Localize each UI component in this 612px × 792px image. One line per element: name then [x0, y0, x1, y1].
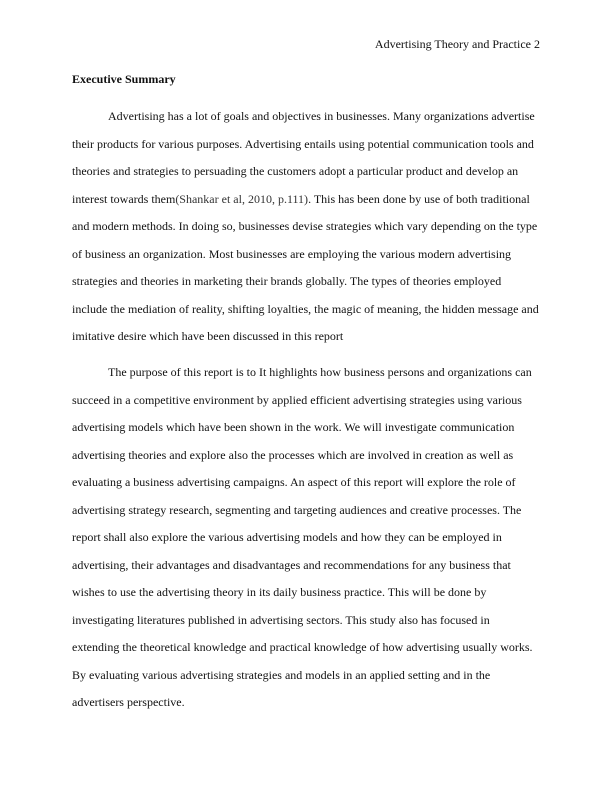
running-head: Advertising Theory and Practice 2 — [374, 37, 540, 51]
paragraph-line: include the mediation of reality, shifting loyalties, the magic of meaning, the hidden message and — [72, 301, 539, 316]
paragraph-line: advertising theories and explore also the processes which are involved in creation as well as — [72, 447, 514, 462]
paragraph-line: advertising, their advantages and disadvantages and recommendations for any business that — [72, 557, 511, 572]
paragraph-line — [72, 186, 540, 214]
paragraph-line: By evaluating various advertising strategies and models in an applied setting and in the — [72, 667, 491, 682]
paragraph-line: of business an organization. Most businesses are employing the various modern advertising — [72, 246, 512, 261]
paragraph-line: The purpose of this report is to It highlights how business persons and organizations can — [108, 365, 532, 379]
section-title: Executive Summary — [72, 72, 176, 86]
paragraph-line: advertising strategy research, segmenting and targeting audiences and creative processes. The — [72, 502, 522, 517]
paragraph-2 — [72, 359, 540, 717]
citation: (Shankar et al, 2010, p.111) — [175, 191, 309, 206]
paragraph-line: wishes to use the advertising theory in its daily business practice. This will be done by — [72, 585, 487, 599]
paragraph-line: report shall also explore the various advertising models and how they can be employed in — [72, 530, 502, 544]
paragraph-1 — [72, 103, 540, 351]
paragraph-line: and modern methods. In doing so, businesses devise strategies which vary depending on the type — [72, 219, 538, 233]
paragraph-line: their products for various purposes. Advertising entails using potential communication tools and — [72, 136, 534, 151]
paragraph-line: strategies and theories in marketing their brands globally. The types of theories employed — [72, 274, 502, 288]
paragraph-line: extending the theoretical knowledge and practical knowledge of how advertising usually works. — [72, 640, 533, 654]
paragraph-text: . This has been done by use of both traditional — [308, 191, 530, 206]
paragraph-line: evaluating a business advertising campaigns. An aspect of this report will explore the role of — [72, 475, 516, 489]
paragraph-line: advertising models which have been shown in the work. We will investigate communication — [72, 420, 515, 434]
paragraph-line: Advertising has a lot of goals and objectives in businesses. Many organizations advertise — [108, 109, 535, 123]
paragraph-text: interest towards them — [72, 191, 176, 206]
paragraph-line: advertisers perspective. — [72, 695, 185, 709]
paragraph-line: imitative desire which have been discussed in this report — [72, 329, 344, 343]
paragraph-line: investigating literatures published in advertising sectors. This study also has focused in — [72, 612, 490, 627]
paragraph-line: succeed in a competitive environment by applied efficient advertising strategies using various — [72, 392, 522, 407]
paragraph-line: theories and strategies to persuading the customers adopt a particular product and develop an — [72, 164, 519, 178]
